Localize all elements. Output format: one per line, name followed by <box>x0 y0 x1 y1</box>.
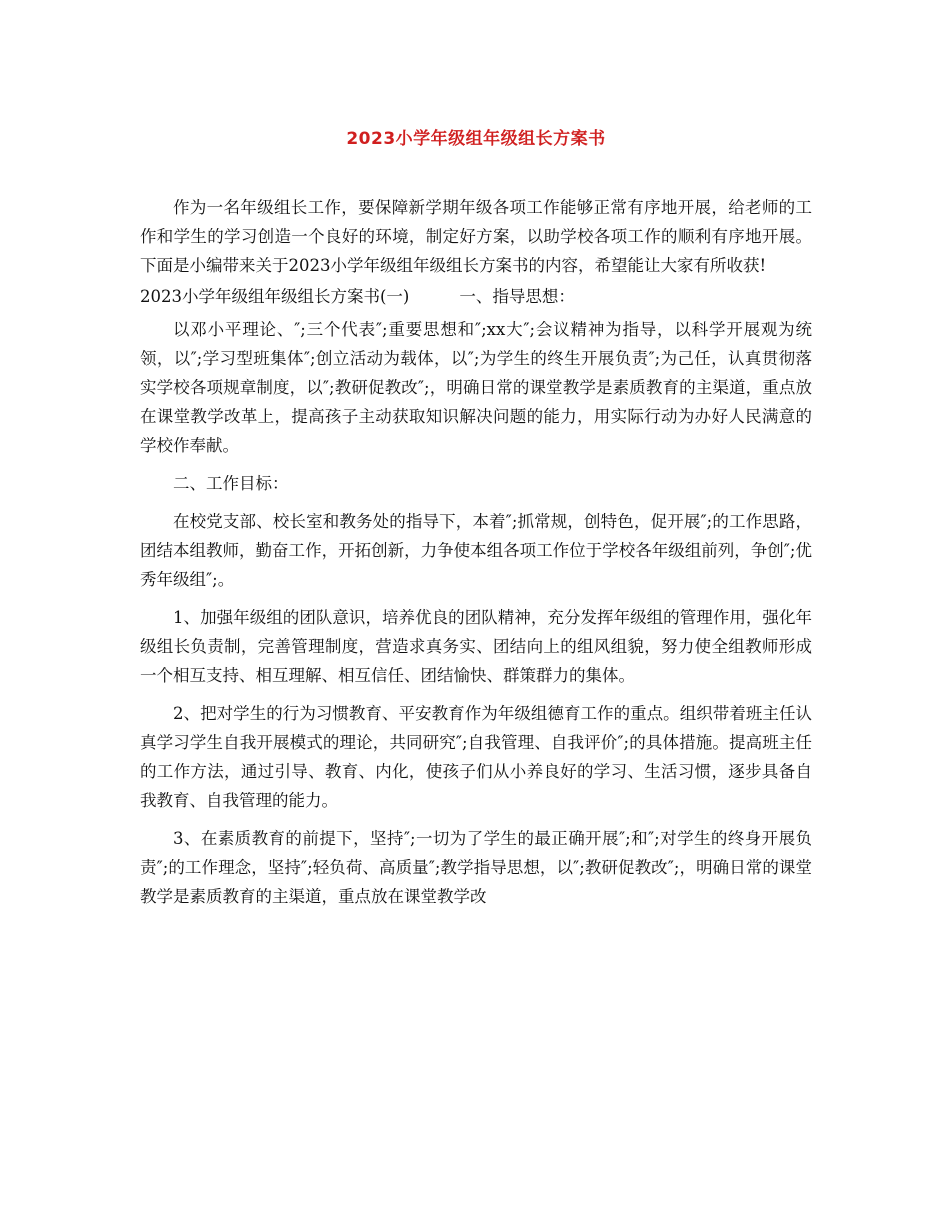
goal-item-2: 2、把对学生的行为习惯教育、平安教育作为年级组德育工作的重点。组织带着班主任认真学习学生自我开展模式的理论，共同研究″;自我管理、自我评价″;的具体措施。提高班主任的工作方法，通过引导、教育、内化，使孩子们从小养良好的学习、生活习惯，逐步具备自我教育、自我管理的能力。 <box>140 704 812 810</box>
section-heading: 一、指导思想： <box>459 287 575 306</box>
goal-item-3: 3、在素质教育的前提下，坚持″;一切为了学生的最正确开展″;和″;对学生的终身开展负责″;的工作理念，坚持″;轻负荷、高质量″;教学指导思想，以″;教研促教改″;，明确日常的课堂教学是素质教育的主渠道，重点放在课堂教学改 <box>140 829 812 906</box>
section-header-line <box>140 282 812 311</box>
goal-item-1: 1、加强年级组的团队意识，培养优良的团队精神，充分发挥年级组的管理作用，强化年级组长负责制，完善管理制度，营造求真务实、团结向上的组风组貌，努力使全组教师形成一个相互支持、相互理解、相互信任、团结愉快、群策群力的集体。 <box>140 608 812 685</box>
intro-paragraph: 作为一名年级组长工作，要保障新学期年级各项工作能够正常有序地开展，给老师的工作和学生的学习创造一个良好的环境，制定好方案，以助学校各项工作的顺利有序地开展。下面是小编带来关于2023小学年级组年级组长方案书的内容，希望能让大家有所收获! <box>140 198 812 275</box>
work-goals-heading: 二、工作目标： <box>173 474 289 493</box>
document-body <box>140 193 812 920</box>
section-title: 2023小学年级组年级组长方案书(一) <box>140 287 410 306</box>
work-goals-paragraph: 在校党支部、校长室和教务处的指导下，本着″;抓常规，创特色，促开展″;的工作思路，团结本组教师，勤奋工作，开拓创新，力争使本组各项工作位于学校各年级组前列，争创″;优秀年级组″;。 <box>140 512 812 589</box>
document-title: 2023小学年级组年级组长方案书 <box>346 129 606 149</box>
guiding-ideology-paragraph: 以邓小平理论、″;三个代表″;重要思想和″;xx大″;会议精神为指导，以科学开展观为统领，以″;学习型班集体″;创立活动为载体，以″;为学生的终生开展负责″;为己任，认真贯彻落实学校各项规章制度，以″;教研促教改″;，明确日常的课堂教学是素质教育的主渠道，重点放在课堂教学改革上，提高孩子主动获取知识解决问题的能力，用实际行动为办好人民满意的学校作奉献。 <box>140 320 812 455</box>
